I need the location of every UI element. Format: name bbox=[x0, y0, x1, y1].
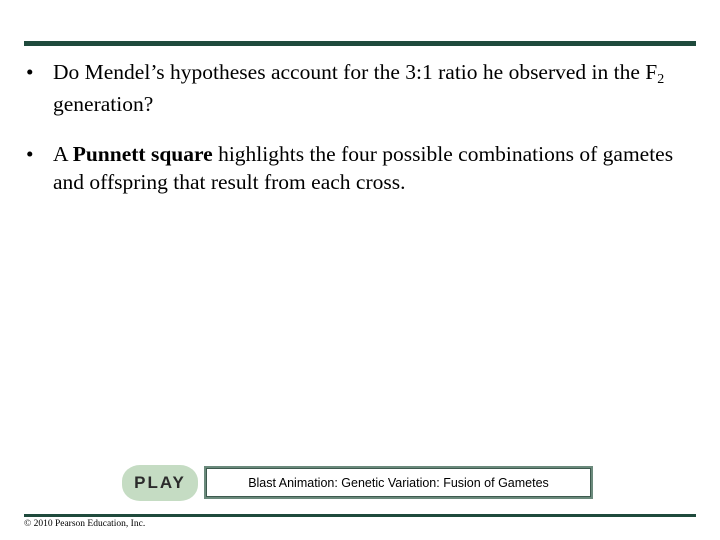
top-divider bbox=[24, 41, 696, 46]
copyright-notice: © 2010 Pearson Education, Inc. bbox=[24, 519, 146, 529]
bottom-divider bbox=[24, 514, 696, 517]
animation-link-label: Blast Animation: Genetic Variation: Fusion of Gametes bbox=[206, 468, 591, 497]
punnett-square-term: Punnett square bbox=[72, 142, 213, 166]
bullet-marker: • bbox=[26, 142, 34, 166]
play-button[interactable]: PLAY bbox=[122, 465, 198, 501]
animation-link-button[interactable] bbox=[204, 466, 593, 499]
bullet2-text-end: highlights the four possible combinations of gametes and offspring that result from each cross. bbox=[53, 142, 674, 194]
bullet1-text: Do Mendel’s hypotheses account for the 3:1 ratio he observed in the F bbox=[53, 60, 658, 84]
bullet2-text: A bbox=[53, 142, 73, 166]
bullet-list bbox=[26, 58, 696, 218]
bullet-item-punnett-square bbox=[26, 140, 696, 196]
bullet-item-mendel-question bbox=[26, 58, 696, 118]
bullet-marker: • bbox=[26, 60, 34, 84]
bullet1-text-end: generation? bbox=[53, 92, 154, 116]
bullet1-subscript: 2 bbox=[657, 72, 665, 87]
